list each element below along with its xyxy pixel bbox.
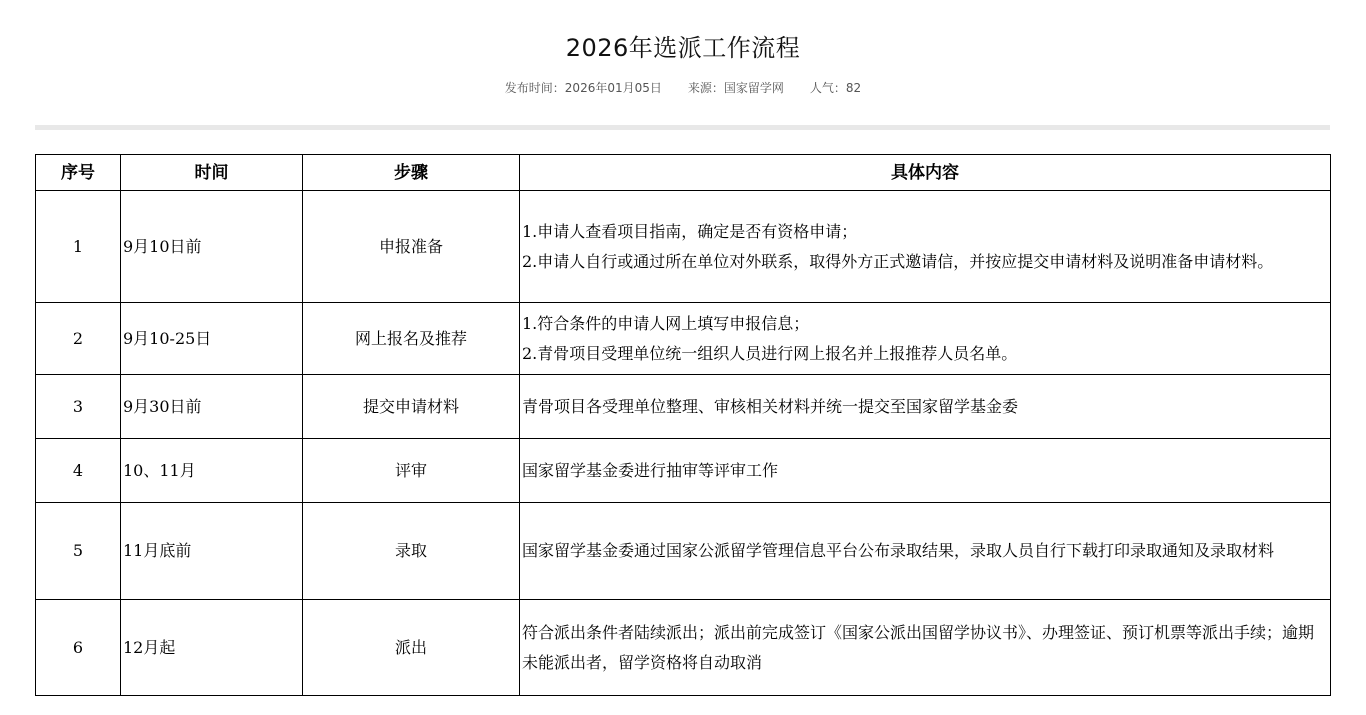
table-row xyxy=(36,191,1331,303)
content-line: 青骨项目各受理单位整理、审核相关材料并统一提交至国家留学基金委 xyxy=(522,396,1019,416)
header-step: 步骤 xyxy=(303,155,520,191)
row-step: 录取 xyxy=(303,503,520,600)
article-meta xyxy=(0,79,1366,96)
view-count: 人气：82 xyxy=(809,81,862,95)
row-content xyxy=(520,439,1331,503)
row-no: 6 xyxy=(36,600,121,696)
header-no: 序号 xyxy=(36,155,121,191)
content-line: 国家留学基金委进行抽审等评审工作 xyxy=(522,460,779,480)
content-line: 2.青骨项目受理单位统一组织人员进行网上报名并上报推荐人员名单。 xyxy=(522,343,1018,363)
publish-date: 发布时间：2026年01月05日 xyxy=(504,81,662,95)
row-content xyxy=(520,600,1331,696)
table-row xyxy=(36,375,1331,439)
row-time: 10、11月 xyxy=(121,439,303,503)
row-time: 11月底前 xyxy=(121,503,303,600)
row-step: 申报准备 xyxy=(303,191,520,303)
row-content xyxy=(520,375,1331,439)
row-step: 提交申请材料 xyxy=(303,375,520,439)
row-step: 网上报名及推荐 xyxy=(303,303,520,375)
row-no: 3 xyxy=(36,375,121,439)
header-divider xyxy=(35,125,1330,130)
row-time: 9月10日前 xyxy=(121,191,303,303)
content-line: 1.申请人查看项目指南，确定是否有资格申请； xyxy=(522,221,858,241)
row-no: 4 xyxy=(36,439,121,503)
row-step: 派出 xyxy=(303,600,520,696)
content-line: 国家留学基金委通过国家公派留学管理信息平台公布录取结果，录取人员自行下载打印录取通知及录取材料 xyxy=(522,541,1275,560)
content-line: 2.申请人自行或通过所在单位对外联系，取得外方正式邀请信，并按应提交申请材料及说明准备申请材料。 xyxy=(522,251,1274,271)
row-step: 评审 xyxy=(303,439,520,503)
table-header-row xyxy=(36,155,1331,191)
row-time: 9月10-25日 xyxy=(121,303,303,375)
row-no: 2 xyxy=(36,303,121,375)
row-time: 9月30日前 xyxy=(121,375,303,439)
header-time: 时间 xyxy=(121,155,303,191)
table-row xyxy=(36,600,1331,696)
table-row xyxy=(36,439,1331,503)
row-no: 5 xyxy=(36,503,121,600)
row-time: 12月起 xyxy=(121,600,303,696)
table-row xyxy=(36,303,1331,375)
table-row xyxy=(36,503,1331,600)
row-content xyxy=(520,303,1331,375)
process-table xyxy=(35,154,1331,696)
page-title: 2026年选派工作流程 xyxy=(565,34,801,62)
row-content xyxy=(520,191,1331,303)
row-no: 1 xyxy=(36,191,121,303)
content-line: 符合派出条件者陆续派出；派出前完成签订《国家公派出国留学协议书》、办理签证、预订机票等派出手续；逾期未能派出者，留学资格将自动取消 xyxy=(522,622,1315,672)
content-line: 1.符合条件的申请人网上填写申报信息； xyxy=(522,313,810,333)
row-content xyxy=(520,503,1331,600)
source: 来源：国家留学网 xyxy=(687,81,784,95)
header-content: 具体内容 xyxy=(520,155,1331,191)
